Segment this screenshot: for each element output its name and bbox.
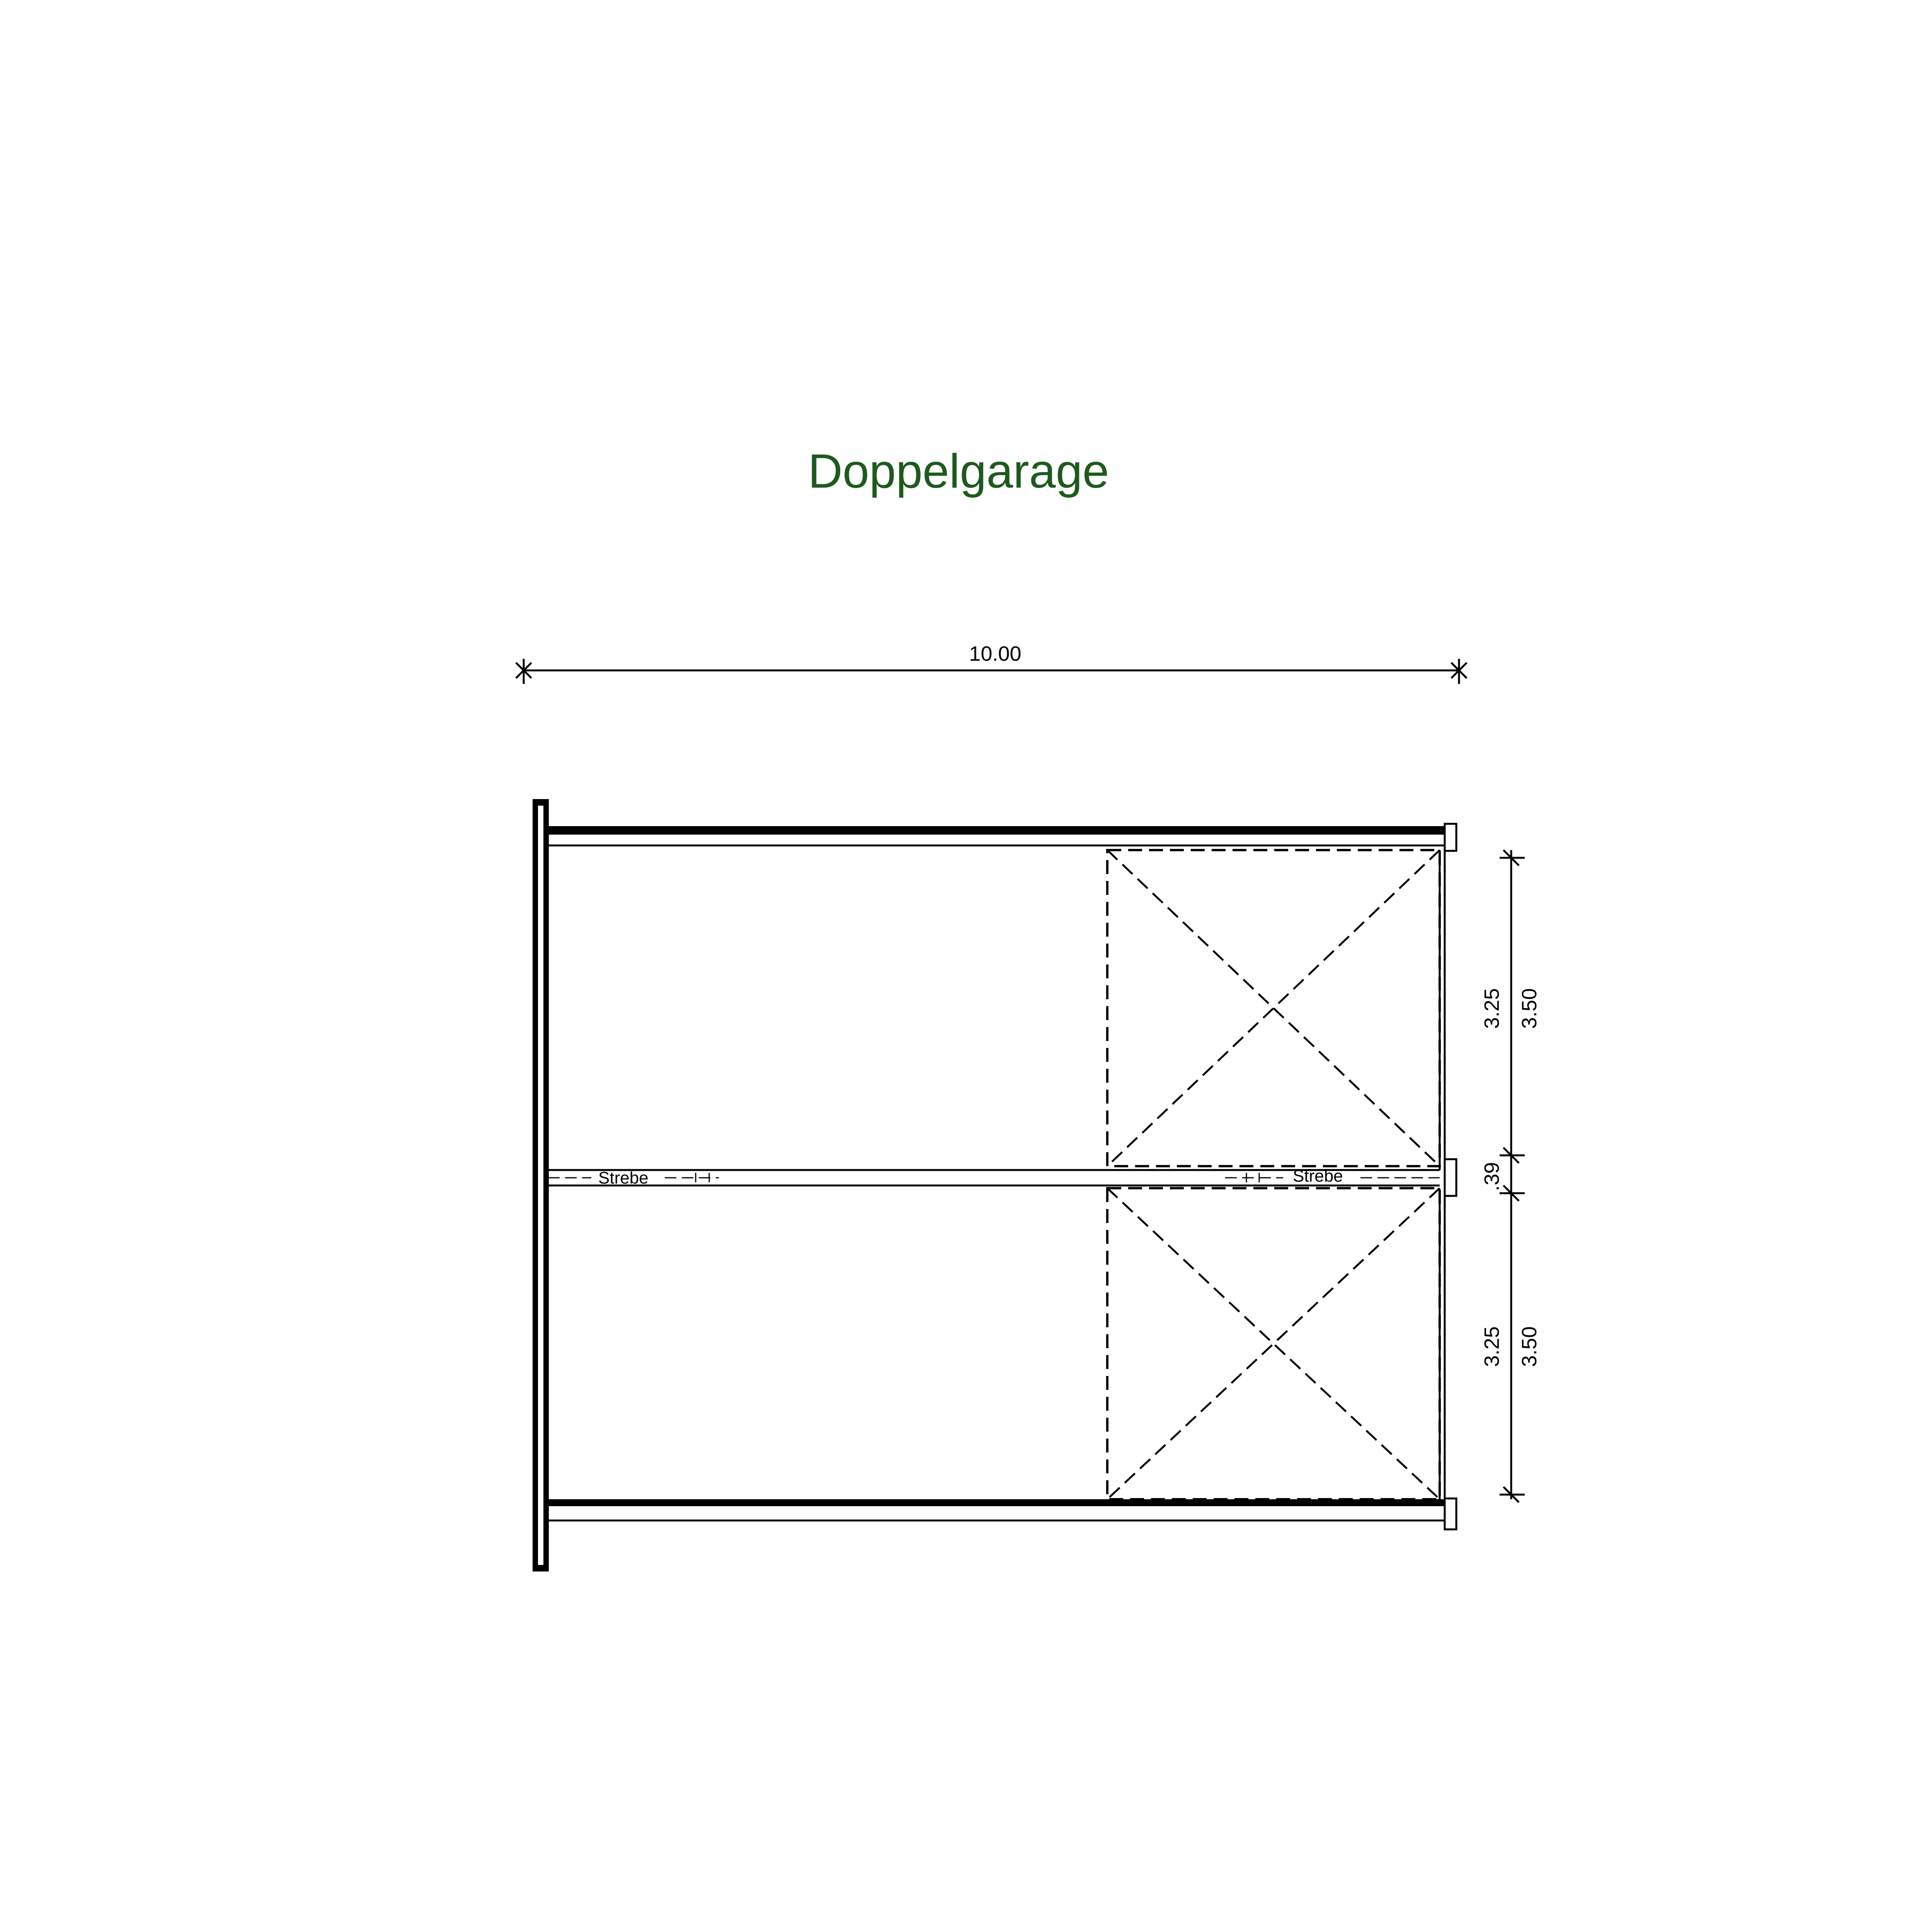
- strut-label-left: Strebe: [598, 1168, 649, 1187]
- dim-bottom-bay-outer: 3.50: [1518, 1326, 1541, 1367]
- right-wall: [1440, 850, 1456, 1499]
- dim-top-bay-inner: 3.25: [1480, 988, 1503, 1029]
- drawing-title: Doppelgarage: [808, 445, 1109, 498]
- top-wall: [548, 824, 1456, 851]
- left-wall: [533, 800, 548, 1571]
- dim-middle-gap: .39: [1480, 1162, 1503, 1191]
- dim-bottom-bay-inner: 3.25: [1480, 1326, 1503, 1367]
- vertical-dimension: [1480, 850, 1541, 1502]
- top-door-swing: [1107, 850, 1440, 1166]
- bottom-door-swing: [1107, 1188, 1440, 1499]
- strut-label-right: Strebe: [1293, 1167, 1343, 1185]
- overall-width-dimension: [516, 642, 1467, 684]
- middle-strut: [548, 1167, 1440, 1187]
- bottom-wall: [548, 1498, 1456, 1529]
- dim-top-bay-outer: 3.50: [1518, 988, 1541, 1029]
- overall-width-label: 10.00: [969, 642, 1021, 665]
